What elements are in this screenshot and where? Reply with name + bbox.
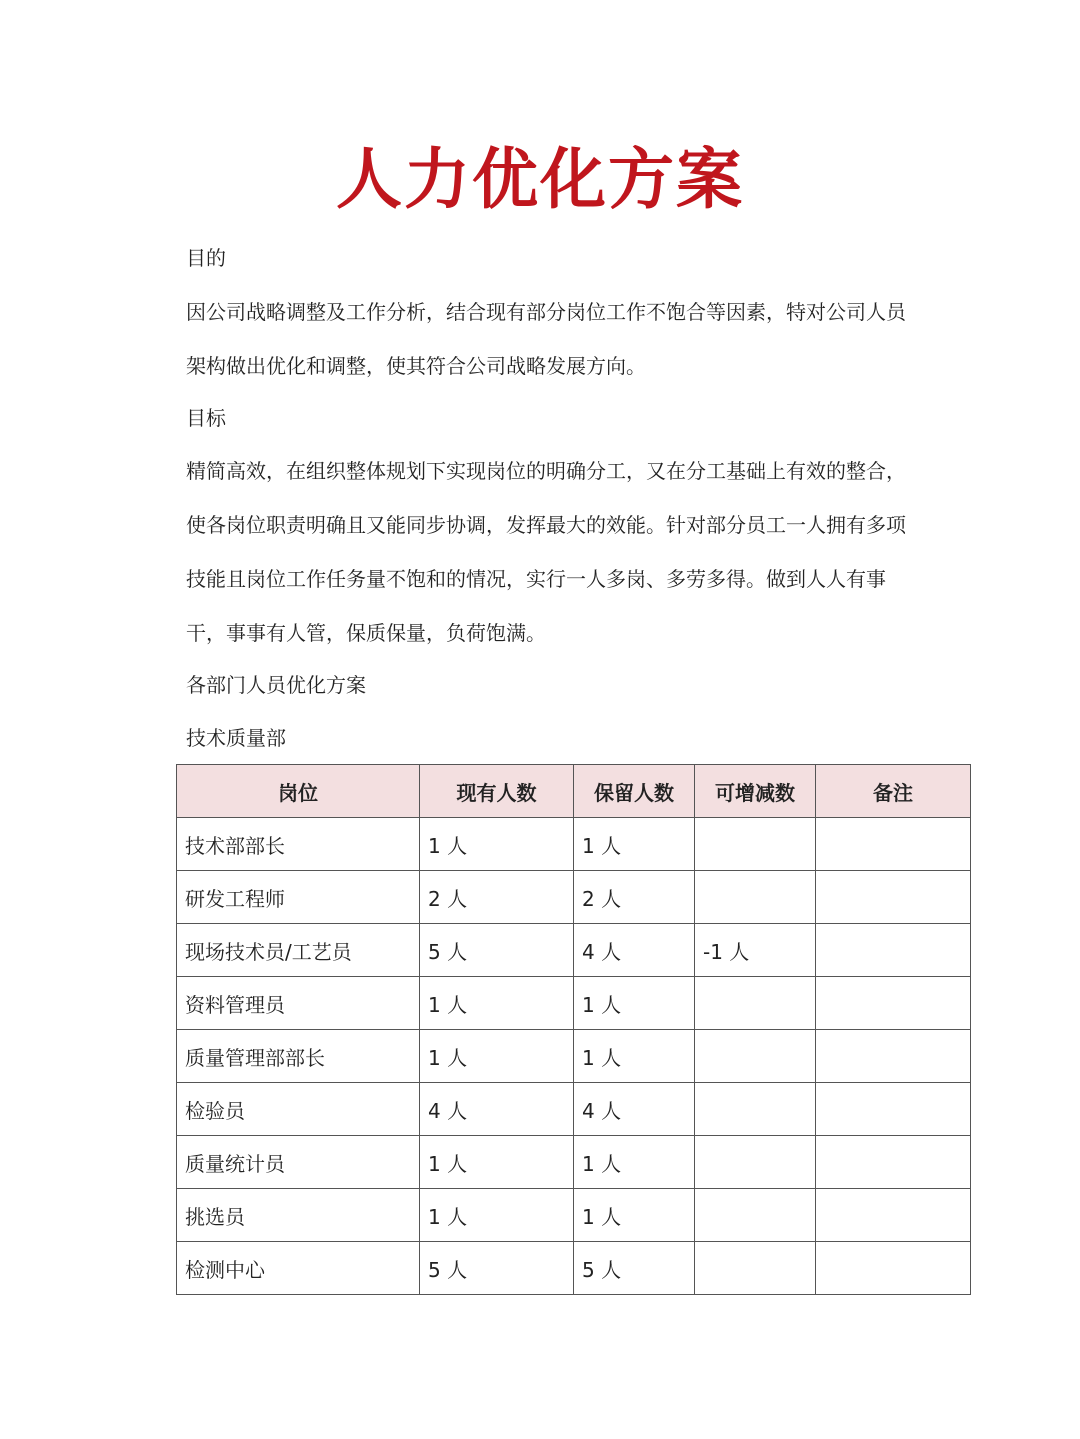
cell-position: 挑选员: [177, 1189, 420, 1242]
cell-position: 技术部部长: [177, 818, 420, 871]
cell-adjustment: -1 人: [695, 924, 816, 977]
table-row: [177, 1083, 971, 1136]
cell-remarks: [816, 1030, 971, 1083]
cell-remarks: [816, 1083, 971, 1136]
cell-position: 检测中心: [177, 1242, 420, 1295]
cell-adjustment: [695, 977, 816, 1030]
section-heading-purpose: 目的: [186, 246, 226, 270]
cell-current-count: 1 人: [420, 977, 574, 1030]
cell-position: 检验员: [177, 1083, 420, 1136]
table-row: [177, 977, 971, 1030]
cell-position: 质量统计员: [177, 1136, 420, 1189]
cell-current-count: 1 人: [420, 1189, 574, 1242]
table-row: [177, 1136, 971, 1189]
header-position: 岗位: [177, 765, 420, 818]
cell-remarks: [816, 1242, 971, 1295]
cell-retained-count: 4 人: [574, 924, 695, 977]
header-remarks: 备注: [816, 765, 971, 818]
section-body-purpose: 因公司战略调整及工作分析，结合现有部分岗位工作不饱合等因素，特对公司人员架构做出优化和调整，使其符合公司战略发展方向。: [186, 300, 906, 378]
cell-current-count: 1 人: [420, 1030, 574, 1083]
cell-current-count: 5 人: [420, 924, 574, 977]
cell-current-count: 4 人: [420, 1083, 574, 1136]
header-current-count: 现有人数: [420, 765, 574, 818]
section-body-goal: 精简高效，在组织整体规划下实现岗位的明确分工，又在分工基础上有效的整合，使各岗位职责明确且又能同步协调，发挥最大的效能。针对部分员工一人拥有多项技能且岗位工作任务量不饱和的情况，实行一人多岗、多劳多得。做到人人有事干，事事有人管，保质保量，负荷饱满。: [186, 459, 906, 645]
cell-current-count: 2 人: [420, 871, 574, 924]
cell-position: 现场技术员/工艺员: [177, 924, 420, 977]
cell-position: 研发工程师: [177, 871, 420, 924]
table-header-row: [177, 765, 971, 818]
staff-table: [176, 764, 971, 1295]
cell-remarks: [816, 871, 971, 924]
cell-remarks: [816, 818, 971, 871]
cell-retained-count: 5 人: [574, 1242, 695, 1295]
table-row: [177, 1242, 971, 1295]
cell-remarks: [816, 924, 971, 977]
document-title: 人力优化方案: [336, 141, 744, 218]
cell-retained-count: 1 人: [574, 818, 695, 871]
cell-position: 质量管理部部长: [177, 1030, 420, 1083]
cell-remarks: [816, 977, 971, 1030]
cell-retained-count: 4 人: [574, 1083, 695, 1136]
cell-retained-count: 1 人: [574, 1136, 695, 1189]
table-row: [177, 924, 971, 977]
cell-retained-count: 1 人: [574, 977, 695, 1030]
cell-current-count: 5 人: [420, 1242, 574, 1295]
table-row: [177, 818, 971, 871]
table-row: [177, 1189, 971, 1242]
cell-adjustment: [695, 1189, 816, 1242]
table-row: [177, 871, 971, 924]
section-heading-goal: 目标: [186, 406, 226, 430]
cell-current-count: 1 人: [420, 1136, 574, 1189]
department-heading: 技术质量部: [186, 726, 286, 750]
cell-adjustment: [695, 871, 816, 924]
header-retained-count: 保留人数: [574, 765, 695, 818]
cell-remarks: [816, 1136, 971, 1189]
cell-current-count: 1 人: [420, 818, 574, 871]
cell-adjustment: [695, 1083, 816, 1136]
cell-retained-count: 1 人: [574, 1189, 695, 1242]
plan-heading: 各部门人员优化方案: [186, 673, 366, 697]
cell-position: 资料管理员: [177, 977, 420, 1030]
cell-retained-count: 1 人: [574, 1030, 695, 1083]
cell-adjustment: [695, 1030, 816, 1083]
cell-retained-count: 2 人: [574, 871, 695, 924]
header-adjustment: 可增减数: [695, 765, 816, 818]
cell-adjustment: [695, 818, 816, 871]
cell-adjustment: [695, 1242, 816, 1295]
cell-remarks: [816, 1189, 971, 1242]
cell-adjustment: [695, 1136, 816, 1189]
table-row: [177, 1030, 971, 1083]
